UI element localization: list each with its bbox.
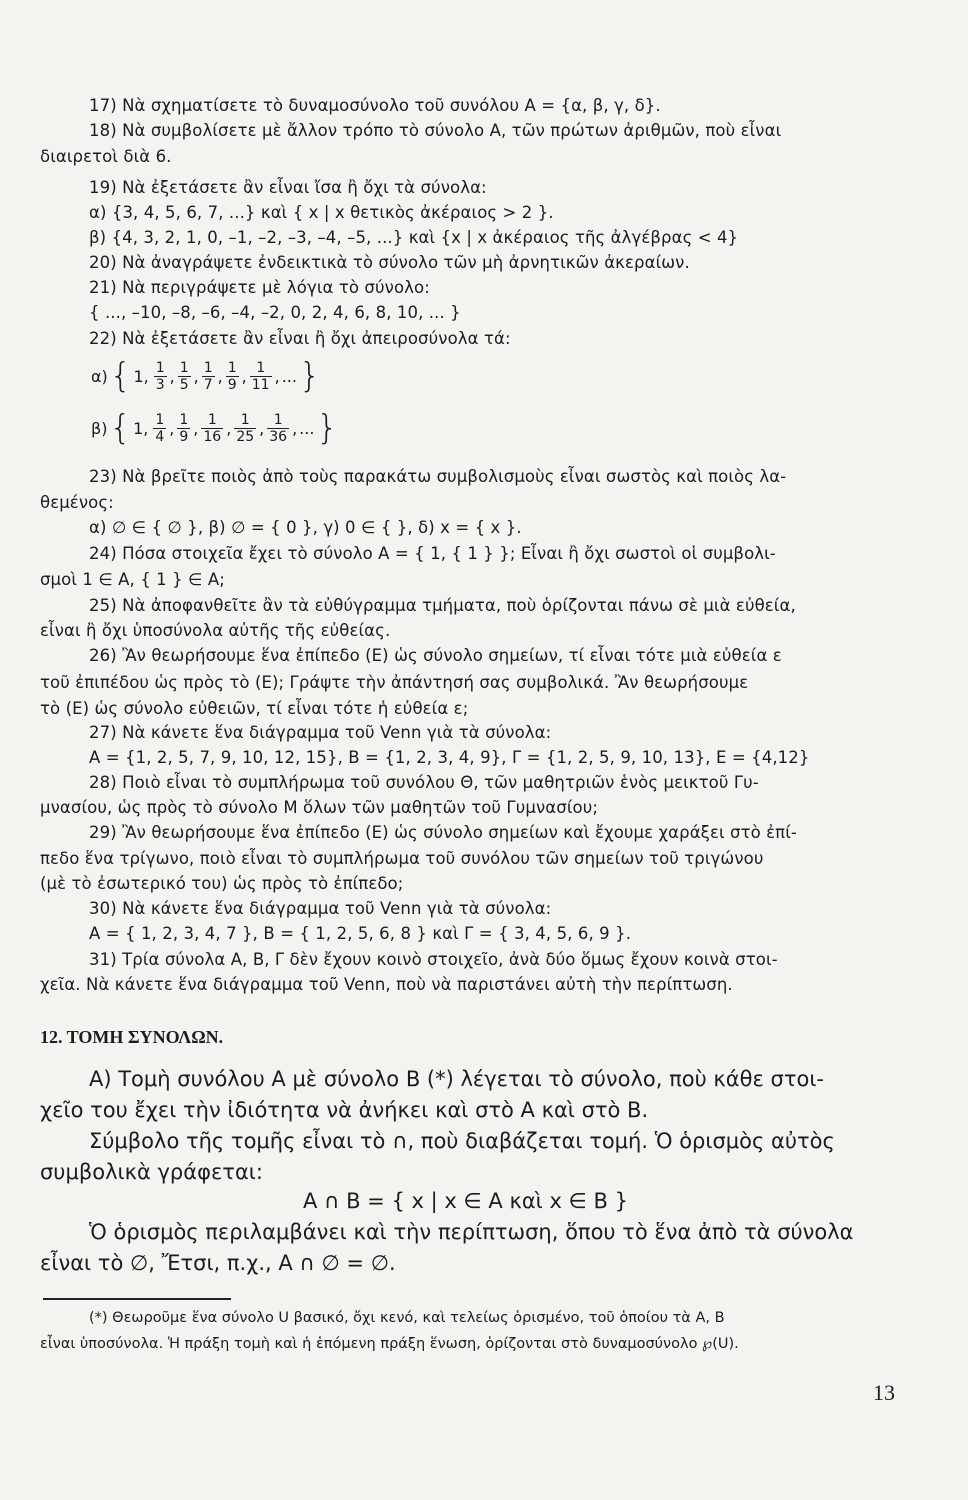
exercise-19a: α) {3, 4, 5, 6, 7, ...} καὶ { x | x θετικὸς ἀκέραιος > 2 }. bbox=[89, 203, 554, 222]
footnote-line-2: εἶναι ὑποσύνολα. Ἡ πράξη τομὴ καὶ ἡ ἑπόμενη πράξη ἕνωση, ὁρίζονται στὸ δυναμοσύνολο ℘(U). bbox=[40, 1336, 739, 1352]
fraction: $\frac{1}{7}$ bbox=[203, 359, 213, 393]
fraction: $\frac{1}{5}$ bbox=[179, 359, 189, 393]
exercise-23-cont: θεμένος: bbox=[40, 493, 114, 512]
exercise-26-cont-2: τὸ (Ε) ὡς σύνολο εὐθειῶν, τί εἶναι τότε ἡ εὐθεία ε; bbox=[40, 699, 469, 718]
footnote-rule bbox=[43, 1298, 231, 1300]
exercise-17: 17) Νὰ σχηματίσετε τὸ δυναμοσύνολο τοῦ συνόλου Α = {α, β, γ, δ}. bbox=[89, 96, 661, 115]
exercise-19: 19) Νὰ ἐξετάσετε ἂν εἶναι ἴσα ἢ ὄχι τὰ σύνολα: bbox=[89, 178, 487, 197]
exercise-26: 26) Ἂν θεωρήσουμε ἕνα ἐπίπεδο (Ε) ὡς σύνολο σημείων, τί εἶναι τότε μιὰ εὐθεία ε bbox=[89, 646, 782, 665]
section-heading: 12. ΤΟΜΗ ΣΥΝΟΛΩΝ. bbox=[40, 1027, 224, 1047]
definition-line-6: Ὁ ὁρισμὸς περιλαμβάνει καὶ τὴν περίπτωση, ὅπου τὸ ἕνα ἀπὸ τὰ σύνολα bbox=[89, 1220, 854, 1244]
fraction-row-a-tail: ... bbox=[281, 366, 297, 386]
fraction: $\frac{1}{36}$ bbox=[269, 411, 288, 445]
definition-line-4: συμβολικὰ γράφεται: bbox=[40, 1160, 263, 1184]
fraction: $\frac{1}{9}$ bbox=[227, 359, 237, 393]
exercise-23-options: α) ∅ ∈ { ∅ }, β) ∅ = { 0 }, γ) 0 ∈ { }, δ) x = { x }. bbox=[89, 518, 522, 537]
right-brace-icon: } bbox=[316, 408, 339, 448]
exercise-30-sets: Α = { 1, 2, 3, 4, 7 }, Β = { 1, 2, 5, 6, 8 } καὶ Γ = { 3, 4, 5, 6, 9 }. bbox=[89, 924, 632, 943]
exercise-28: 28) Ποιὸ εἶναι τὸ συμπλήρωμα τοῦ συνόλου Θ, τῶν μαθητριῶν ἑνὸς μεικτοῦ Γυ- bbox=[89, 773, 759, 792]
fraction-row-b-first: 1, bbox=[133, 418, 149, 438]
exercise-26-cont-1: τοῦ ἐπιπέδου ὡς πρὸς τὸ (Ε); Γράψτε τὴν ἀπάντησή σας συμβολικά. Ἂν θεωρήσουμε bbox=[40, 673, 749, 692]
definition-line-2: χεῖο του ἔχει τὴν ἰδιότητα νὰ ἀνήκει καὶ στὸ Α καὶ στὸ Β. bbox=[40, 1098, 649, 1122]
intersection-formula: Α ∩ Β = { x | x ∈ Α καὶ x ∈ Β } bbox=[303, 1189, 628, 1213]
definition-line-1: Α) Τομὴ συνόλου Α μὲ σύνολο Β (*) λέγεται τὸ σύνολο, ποὺ κάθε στοι- bbox=[89, 1067, 825, 1091]
left-brace-icon: { bbox=[109, 356, 132, 396]
fraction: $\frac{1}{16}$ bbox=[203, 411, 222, 445]
exercise-25: 25) Νὰ ἀποφανθεῖτε ἂν τὰ εὐθύγραμμα τμήματα, ποὺ ὁρίζονται πάνω σὲ μιὰ εὐθεία, bbox=[89, 596, 796, 615]
fraction: $\frac{1}{9}$ bbox=[179, 411, 189, 445]
exercise-24: 24) Πόσα στοιχεῖα ἔχει τὸ σύνολο Α = { 1, { 1 } }; Εἶναι ἢ ὄχι σωστοὶ οἱ συμβολι- bbox=[89, 544, 776, 563]
fraction-row-a-first: 1, bbox=[133, 366, 149, 386]
exercise-31: 31) Τρία σύνολα Α, Β, Γ δὲν ἔχουν κοινὸ στοιχεῖο, ἀνὰ δύο ὅμως ἔχουν κοινὰ στοι- bbox=[89, 950, 778, 969]
fraction-row-b-label: β) bbox=[91, 418, 108, 438]
fraction-row-a: α) { 1, $\frac{1}{3}$ , $\frac{1}{5}$ , $\frac{1}{7}$ , $\frac{1}{9}$ , $\frac{1}{11}$ , ... } bbox=[91, 356, 321, 396]
exercise-22: 22) Νὰ ἐξετάσετε ἂν εἶναι ἢ ὄχι ἀπειροσύνολα τά: bbox=[89, 329, 511, 348]
left-brace-icon: { bbox=[109, 408, 132, 448]
page-number: 13 bbox=[873, 1380, 895, 1405]
exercise-18: 18) Νὰ συμβολίσετε μὲ ἄλλον τρόπο τὸ σύνολο Α, τῶν πρώτων ἀριθμῶν, ποὺ εἶναι bbox=[89, 121, 782, 140]
exercise-21: 21) Νὰ περιγράψετε μὲ λόγια τὸ σύνολο: bbox=[89, 278, 430, 297]
fraction-row-b-tail: ... bbox=[299, 418, 315, 438]
exercise-29-cont-1: πεδο ἕνα τρίγωνο, ποιὸ εἶναι τὸ συμπλήρωμα τοῦ συνόλου τῶν σημείων τοῦ τριγώνου bbox=[40, 849, 764, 868]
exercise-30: 30) Νὰ κάνετε ἕνα διάγραμμα τοῦ Venn γιὰ τὰ σύνολα: bbox=[89, 899, 552, 918]
exercise-21-set: { ..., –10, –8, –6, –4, –2, 0, 2, 4, 6, 8, 10, ... } bbox=[89, 303, 461, 322]
definition-line-3: Σύμβολο τῆς τομῆς εἶναι τὸ ∩, ποὺ διαβάζεται τομή. Ὁ ὁρισμὸς αὐτὸς bbox=[89, 1129, 835, 1153]
exercise-31-cont: χεῖα. Νὰ κάνετε ἕνα διάγραμμα τοῦ Venn, ποὺ νὰ παριστάνει αὐτὴ τὴν περίπτωση. bbox=[40, 975, 733, 994]
exercise-18-cont: διαιρετοὶ διὰ 6. bbox=[40, 147, 172, 166]
exercise-24-cont: σμοὶ 1 ∈ Α, { 1 } ∈ Α; bbox=[40, 570, 225, 589]
exercise-23: 23) Νὰ βρεῖτε ποιὸς ἀπὸ τοὺς παρακάτω συμβολισμοὺς εἶναι σωστὸς καὶ ποιὸς λα- bbox=[89, 467, 787, 486]
fraction: $\frac{1}{4}$ bbox=[155, 411, 165, 445]
exercise-29: 29) Ἂν θεωρήσουμε ἕνα ἐπίπεδο (Ε) ὡς σύνολο σημείων καὶ ἔχουμε χαράξει στὸ ἐπί- bbox=[89, 823, 797, 842]
exercise-20: 20) Νὰ ἀναγράψετε ἐνδεικτικὰ τὸ σύνολο τῶν μὴ ἀρνητικῶν ἀκεραίων. bbox=[89, 253, 690, 272]
exercise-27-sets: Α = {1, 2, 5, 7, 9, 10, 12, 15}, Β = {1, 2, 3, 4, 9}, Γ = {1, 2, 5, 9, 10, 13}, Ε = {4,12} bbox=[89, 748, 810, 767]
exercise-19b: β) {4, 3, 2, 1, 0, –1, –2, –3, –4, –5, ...} καὶ {x | x ἀκέραιος τῆς ἀλγέβρας < 4} bbox=[89, 228, 739, 247]
fraction: $\frac{1}{25}$ bbox=[236, 411, 255, 445]
footnote-line-1: (*) Θεωροῦμε ἕνα σύνολο U βασικό, ὄχι κενό, καὶ τελείως ὁρισμένο, τοῦ ὁποίου τὰ Α, Β bbox=[89, 1310, 725, 1326]
exercise-27: 27) Νὰ κάνετε ἕνα διάγραμμα τοῦ Venn γιὰ τὰ σύνολα: bbox=[89, 723, 552, 742]
fraction: $\frac{1}{3}$ bbox=[155, 359, 165, 393]
definition-line-7: εἶναι τὸ ∅, Ἔτσι, π.χ., Α ∩ ∅ = ∅. bbox=[40, 1251, 396, 1275]
exercise-29-cont-2: (μὲ τὸ ἐσωτερικό του) ὡς πρὸς τὸ ἐπίπεδο; bbox=[40, 874, 404, 893]
fraction-row-a-label: α) bbox=[91, 366, 108, 386]
fraction-row-b: β) { 1, $\frac{1}{4}$ , $\frac{1}{9}$ , $\frac{1}{16}$ , $\frac{1}{25}$ , $\frac{1}{36}$ , ... } bbox=[91, 408, 339, 448]
fraction: $\frac{1}{11}$ bbox=[251, 359, 270, 393]
right-brace-icon: } bbox=[298, 356, 321, 396]
exercise-28-cont: μνασίου, ὡς πρὸς τὸ σύνολο Μ ὅλων τῶν μαθητῶν τοῦ Γυμνασίου; bbox=[40, 798, 599, 817]
exercise-25-cont: εἶναι ἢ ὄχι ὑποσύνολα αὐτῆς τῆς εὐθείας. bbox=[40, 621, 391, 640]
